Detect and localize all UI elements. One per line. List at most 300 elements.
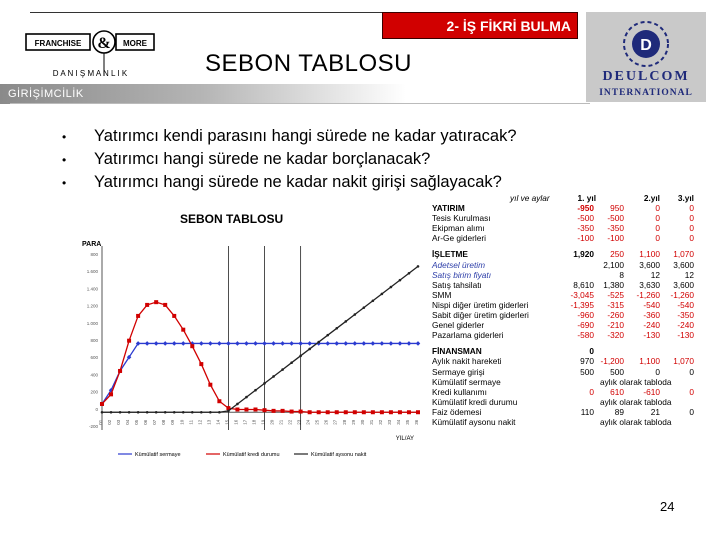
- bullet-text: Yatırımcı kendi parasını hangi sürede ne kadar yatıracak?: [94, 127, 517, 145]
- series-point: [226, 341, 231, 346]
- y-tick-label: 1.000: [86, 320, 98, 326]
- series-point: [280, 341, 285, 346]
- cell-total: 500: [580, 366, 594, 377]
- series-point: [110, 411, 113, 414]
- table-row: [430, 260, 702, 270]
- sebon-chart: [78, 236, 423, 476]
- series-point: [317, 341, 320, 344]
- table-row: [430, 397, 702, 407]
- section-label-box: [382, 12, 578, 39]
- table-row: [430, 223, 702, 233]
- series-point: [163, 341, 168, 346]
- series-point: [407, 410, 411, 414]
- series-point: [281, 409, 285, 413]
- series-point: [353, 410, 357, 414]
- table-row: [430, 346, 702, 356]
- series-point: [380, 410, 384, 414]
- x-tick-label: 17: [242, 419, 248, 425]
- cell-total: -100: [577, 233, 594, 244]
- row-note: aylık olarak tabloda: [600, 376, 672, 387]
- series-point: [136, 314, 140, 318]
- cell-year1: -1,200: [600, 356, 624, 367]
- cell-year1: -500: [607, 213, 624, 224]
- cell-total: -580: [577, 330, 594, 341]
- series-point: [371, 341, 376, 346]
- section-label: 2- İŞ FİKRİ BULMA: [446, 18, 571, 34]
- bullet-text: Yatırımcı hangi sürede ne kadar nakit girişi sağlayacak?: [94, 173, 502, 191]
- x-tick-label: 20: [269, 419, 275, 425]
- cell-year3: 0: [689, 406, 694, 417]
- x-tick-label: 30: [359, 419, 365, 425]
- series-line-1: [102, 302, 418, 412]
- x-tick-label: 32: [377, 419, 383, 425]
- table-row: [430, 203, 702, 213]
- cell-year3: -350: [677, 310, 694, 321]
- table-row: [430, 280, 702, 290]
- bullet-dot: •: [62, 129, 67, 144]
- series-point: [245, 396, 248, 399]
- series-point: [154, 300, 158, 304]
- y-tick-label: 0: [95, 406, 98, 412]
- x-tick-label: 05: [134, 419, 140, 425]
- cell-year3: 1,070: [673, 356, 694, 367]
- row-label: YATIRIM: [432, 203, 465, 214]
- cell-total: -950: [577, 203, 594, 214]
- series-point: [380, 341, 385, 346]
- table-row: [430, 270, 702, 280]
- series-point: [335, 327, 338, 330]
- cell-year2: 1,100: [639, 249, 660, 260]
- logo-right-letter: D: [640, 37, 652, 54]
- cell-year1: -210: [607, 320, 624, 331]
- y-tick-label: 800: [90, 338, 98, 343]
- table-row: [430, 233, 702, 243]
- sub-label: GİRİŞİMCİLİK: [8, 88, 84, 100]
- series-point: [371, 410, 375, 414]
- cell-year3: 3,600: [673, 259, 694, 270]
- cell-year1: 89: [614, 406, 624, 417]
- y-tick-label: 1.600: [86, 269, 98, 275]
- cell-year3: -1,260: [670, 289, 694, 300]
- series-point: [244, 341, 249, 346]
- series-point: [154, 341, 159, 346]
- x-tick-label: 18: [251, 419, 257, 425]
- cell-year2: 0: [655, 223, 660, 234]
- series-point: [389, 410, 393, 414]
- col-header-y3: 3.yıl: [677, 193, 694, 203]
- series-point: [326, 410, 330, 414]
- row-label: Satış tahsilatı: [432, 279, 482, 290]
- row-label: Kredi kullanımı: [432, 386, 487, 397]
- logo-left-word-1: FRANCHISE: [34, 39, 82, 48]
- cell-year1: 950: [610, 203, 624, 214]
- cell-total: -690: [577, 320, 594, 331]
- y-tick-label: 800: [90, 252, 98, 257]
- cell-total: 8,610: [573, 279, 594, 290]
- table-header-row: [430, 193, 702, 203]
- series-point: [363, 306, 366, 309]
- table-body: [430, 203, 702, 427]
- series-point: [127, 339, 131, 343]
- series-point: [128, 411, 131, 414]
- x-tick-label: 04: [125, 419, 131, 425]
- cell-year1: -320: [607, 330, 624, 341]
- cell-year2: 21: [650, 406, 660, 417]
- legend-entry: Kümülatif aysonu nakit: [311, 452, 367, 458]
- cell-year2: 1,100: [639, 356, 660, 367]
- series-point: [218, 411, 221, 414]
- series-point: [281, 368, 284, 371]
- legend-entry: Kümülatif sermaye: [135, 452, 181, 458]
- cell-year1: -350: [607, 223, 624, 234]
- x-tick-label: 13: [206, 419, 212, 425]
- row-label: Adetsel üretim: [432, 259, 486, 270]
- cell-year3: 0: [689, 386, 694, 397]
- x-tick-label: 10: [179, 419, 185, 425]
- bullet-dot: •: [62, 175, 67, 190]
- cell-total: -500: [577, 213, 594, 224]
- cell-year2: 0: [655, 233, 660, 244]
- series-point: [199, 341, 204, 346]
- series-point: [298, 341, 303, 346]
- series-point: [408, 272, 411, 275]
- y-tick-label: -200: [88, 424, 98, 429]
- series-point: [290, 361, 293, 364]
- x-axis-label: YIL/AY: [395, 436, 414, 442]
- row-label: Sermaye girişi: [432, 366, 485, 377]
- cell-year1: 500: [610, 366, 624, 377]
- series-point: [101, 411, 104, 414]
- table-row: [430, 290, 702, 300]
- x-tick-label: 28: [341, 419, 347, 425]
- series-point: [398, 341, 403, 346]
- y-tick-label: 600: [90, 355, 98, 361]
- x-tick-label: 07: [152, 419, 158, 425]
- table-row: [430, 330, 702, 340]
- cell-year3: -130: [677, 330, 694, 341]
- legend-entry: Kümülatif kredi durumu: [223, 452, 280, 458]
- x-tick-label: 09: [170, 419, 176, 425]
- bullet-item: [62, 150, 430, 169]
- row-label: Ekipman alımı: [432, 223, 485, 234]
- series-point: [344, 410, 348, 414]
- x-tick-label: 08: [161, 419, 167, 425]
- sebon-table: [430, 193, 702, 427]
- series-point: [145, 303, 149, 307]
- row-label: Tesis Kurulması: [432, 213, 491, 224]
- cell-year1: -315: [607, 299, 624, 310]
- cell-year3: 0: [689, 366, 694, 377]
- cell-total: -1,395: [570, 299, 594, 310]
- series-line-2: [102, 266, 418, 412]
- series-point: [353, 341, 358, 346]
- series-point: [100, 402, 104, 406]
- series-point: [390, 286, 393, 289]
- series-point: [209, 411, 212, 414]
- row-label: Faiz ödemesi: [432, 406, 482, 417]
- cell-year2: -130: [643, 330, 660, 341]
- cell-year3: 3,600: [673, 279, 694, 290]
- row-label: Kümülatif kredi durumu: [432, 396, 518, 407]
- x-tick-label: 16: [233, 419, 239, 425]
- col-header-label: yıl ve aylar: [510, 193, 550, 203]
- logo-left-ampersand: &: [97, 35, 111, 52]
- series-point: [263, 408, 267, 412]
- series-point: [416, 341, 421, 346]
- series-point: [362, 410, 366, 414]
- table-row: [430, 300, 702, 310]
- bullet-dot: •: [62, 152, 67, 167]
- logo-right-name: DEULCOM: [602, 69, 690, 84]
- x-tick-label: 36: [414, 419, 419, 425]
- series-point: [137, 411, 140, 414]
- series-point: [399, 279, 402, 282]
- chart-title: SEBON TABLOSU: [180, 212, 284, 226]
- x-tick-label: 35: [404, 419, 410, 425]
- series-point: [191, 411, 194, 414]
- series-point: [253, 407, 257, 411]
- x-tick-label: 06: [143, 419, 149, 425]
- row-label: FİNANSMAN: [432, 346, 482, 357]
- cell-total: 1,920: [573, 249, 594, 260]
- row-label: İŞLETME: [432, 249, 468, 260]
- row-label: Satış birim fiyatı: [432, 269, 492, 280]
- row-note: aylık olarak tabloda: [600, 396, 672, 407]
- cell-year2: 3,600: [639, 259, 660, 270]
- cell-year2: 3,630: [639, 279, 660, 290]
- logo-right-sub: INTERNATIONAL: [599, 88, 693, 98]
- row-label: Nispi diğer üretim giderleri: [432, 299, 529, 310]
- table-row: [430, 213, 702, 223]
- row-note: aylık olarak tabloda: [600, 416, 672, 427]
- series-point: [398, 410, 402, 414]
- y-tick-label: 1.200: [86, 303, 98, 309]
- series-point: [271, 341, 276, 346]
- row-label: Pazarlama giderleri: [432, 330, 504, 341]
- series-point: [236, 403, 239, 406]
- y-axis-label: PARA: [82, 241, 102, 248]
- series-point: [372, 299, 375, 302]
- x-tick-label: 14: [215, 419, 221, 425]
- table-row: [430, 310, 702, 320]
- series-point: [164, 411, 167, 414]
- series-point: [299, 355, 302, 358]
- table-row: [430, 417, 702, 427]
- series-point: [182, 411, 185, 414]
- cell-total: -350: [577, 223, 594, 234]
- col-header-y2: 2.yıl: [643, 193, 660, 203]
- series-point: [217, 341, 222, 346]
- series-point: [172, 314, 176, 318]
- logo-left-word-3: MORE: [123, 39, 147, 48]
- x-tick-label: 26: [323, 419, 329, 425]
- bullet-item: [62, 173, 502, 192]
- series-point: [334, 341, 339, 346]
- series-point: [263, 382, 266, 385]
- series-point: [317, 410, 321, 414]
- row-label: Sabit diğer üretim giderleri: [432, 310, 529, 321]
- table-row: [430, 367, 702, 377]
- cell-year1: -525: [607, 289, 624, 300]
- y-tick-label: 400: [90, 372, 98, 378]
- series-point: [344, 320, 347, 323]
- series-point: [344, 341, 349, 346]
- series-point: [145, 341, 150, 346]
- series-point: [389, 341, 394, 346]
- cell-year3: -240: [677, 320, 694, 331]
- row-label: SMM: [432, 289, 452, 300]
- cell-year1: 8: [619, 269, 624, 280]
- y-tick-label: 1.400: [86, 286, 98, 292]
- series-point: [262, 341, 267, 346]
- cell-year1: -260: [607, 310, 624, 321]
- series-point: [335, 410, 339, 414]
- cell-year2: 0: [655, 213, 660, 224]
- x-tick-label: 33: [386, 419, 392, 425]
- x-tick-label: 23: [296, 419, 302, 425]
- series-point: [181, 341, 186, 346]
- cell-year3: -540: [677, 299, 694, 310]
- series-point: [272, 375, 275, 378]
- series-point: [244, 407, 248, 411]
- cell-total: -960: [577, 310, 594, 321]
- series-point: [109, 392, 113, 396]
- cell-year3: 1,070: [673, 249, 694, 260]
- logo-left-tagline: D A N I Ş M A N L I K: [52, 69, 128, 78]
- series-point: [163, 303, 167, 307]
- cell-total: 110: [580, 406, 594, 417]
- y-tick-label: 200: [90, 389, 98, 395]
- x-tick-label: 02: [107, 419, 113, 425]
- cell-year2: -540: [643, 299, 660, 310]
- slide-title: SEBON TABLOSU: [205, 50, 413, 77]
- series-point: [227, 410, 230, 413]
- sub-label-bar: [0, 84, 580, 104]
- x-tick-label: 03: [116, 419, 122, 425]
- table-row: [430, 387, 702, 397]
- series-point: [407, 341, 412, 346]
- series-point: [172, 341, 177, 346]
- table-row: [430, 249, 702, 259]
- cell-year3: 0: [689, 213, 694, 224]
- cell-year1: -100: [607, 233, 624, 244]
- series-point: [235, 407, 239, 411]
- table-row: [430, 356, 702, 366]
- row-label: Ar-Ge giderleri: [432, 233, 486, 244]
- series-point: [146, 411, 149, 414]
- series-point: [299, 410, 303, 414]
- series-point: [181, 328, 185, 332]
- table-row: [430, 407, 702, 417]
- x-tick-label: 31: [368, 419, 374, 425]
- series-point: [118, 369, 122, 373]
- cell-year1: 1,380: [603, 279, 624, 290]
- series-point: [190, 344, 194, 348]
- series-point: [272, 409, 276, 413]
- series-point: [217, 399, 221, 403]
- x-tick-label: 19: [260, 419, 266, 425]
- cell-year2: 0: [655, 366, 660, 377]
- x-tick-label: 34: [395, 419, 401, 425]
- x-tick-label: 12: [197, 419, 203, 425]
- sub-divider-line: [10, 103, 590, 104]
- series-point: [325, 341, 330, 346]
- x-tick-label: 22: [287, 419, 293, 425]
- cell-year2: 12: [650, 269, 660, 280]
- series-point: [381, 293, 384, 296]
- series-point: [155, 411, 158, 414]
- series-point: [119, 411, 122, 414]
- table-row: [430, 320, 702, 330]
- series-point: [308, 410, 312, 414]
- cell-total: -3,045: [570, 289, 594, 300]
- table-row: [430, 377, 702, 387]
- cell-year3: 0: [689, 223, 694, 234]
- cell-year1: 250: [610, 249, 624, 260]
- x-tick-label: 25: [314, 419, 320, 425]
- series-point: [354, 313, 357, 316]
- cell-year3: 12: [684, 269, 694, 280]
- x-tick-label: 21: [278, 419, 284, 425]
- cell-total: 0: [589, 386, 594, 397]
- x-tick-label: 11: [188, 419, 194, 425]
- col-header-y1: 1. yıl: [577, 193, 596, 203]
- cell-year1: 2,100: [603, 259, 624, 270]
- page-number: 24: [660, 499, 675, 514]
- series-point: [417, 265, 420, 268]
- cell-year2: -240: [643, 320, 660, 331]
- series-point: [208, 383, 212, 387]
- x-tick-label: 29: [350, 419, 356, 425]
- cell-total: 970: [580, 356, 594, 367]
- series-point: [290, 410, 294, 414]
- series-point: [254, 389, 257, 392]
- row-label: Kümülatif sermaye: [432, 376, 501, 387]
- series-point: [173, 411, 176, 414]
- cell-year1: 610: [610, 386, 624, 397]
- series-point: [416, 410, 420, 414]
- x-tick-label: 27: [332, 419, 338, 425]
- row-label: Kümülatif aysonu nakit: [432, 416, 516, 427]
- cell-year3: 0: [689, 233, 694, 244]
- series-point: [326, 334, 329, 337]
- cell-year2: -1,260: [636, 289, 660, 300]
- series-point: [362, 341, 367, 346]
- row-label: Aylık nakit hareketi: [432, 356, 502, 367]
- series-point: [253, 341, 258, 346]
- cell-total: 0: [589, 346, 594, 357]
- bullet-text: Yatırımcı hangi sürede ne kadar borçlanacak?: [94, 150, 431, 168]
- series-point: [235, 341, 240, 346]
- series-point: [289, 341, 294, 346]
- series-point: [307, 341, 312, 346]
- bullet-item: [62, 127, 517, 146]
- series-point: [200, 411, 203, 414]
- row-label: Genel giderler: [432, 320, 485, 331]
- cell-year3: 0: [689, 203, 694, 214]
- x-tick-label: 24: [305, 419, 311, 425]
- x-tick-label: 15: [224, 419, 230, 425]
- cell-year2: -610: [643, 386, 660, 397]
- series-point: [208, 341, 213, 346]
- series-point: [199, 362, 203, 366]
- deulcom-international-logo: [586, 12, 706, 102]
- x-tick-label: 01: [98, 419, 103, 425]
- series-point: [308, 348, 311, 351]
- cell-year2: 0: [655, 203, 660, 214]
- series-line-0: [102, 343, 418, 404]
- cell-year2: -360: [643, 310, 660, 321]
